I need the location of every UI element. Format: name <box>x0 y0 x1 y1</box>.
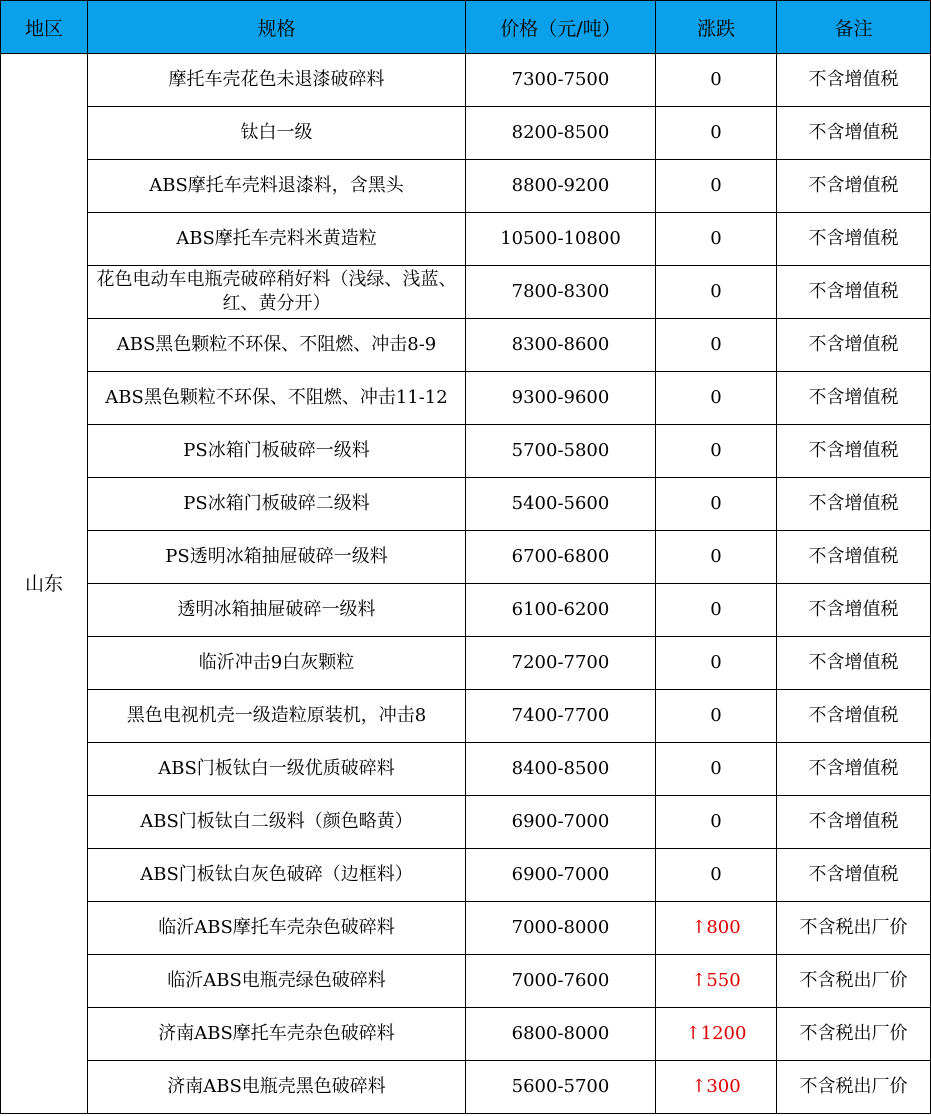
change-cell <box>656 637 777 690</box>
spec-cell: ABS门板钛白灰色破碎（边框料） <box>88 849 466 902</box>
up-arrow-icon: ↑ <box>691 1076 707 1097</box>
change-value: 0 <box>710 175 722 196</box>
note-cell: 不含增值税 <box>777 531 931 584</box>
price-cell: 8300-8600 <box>466 319 656 372</box>
note-cell: 不含增值税 <box>777 54 931 107</box>
change-value: 0 <box>710 811 722 832</box>
up-arrow-icon: ↑ <box>691 970 707 991</box>
note-cell: 不含增值税 <box>777 266 931 319</box>
table-row <box>1 1061 931 1114</box>
region-cell: 山东 <box>1 54 88 1114</box>
table-row <box>1 107 931 160</box>
spec-cell: ABS摩托车壳料退漆料，含黑头 <box>88 160 466 213</box>
table-row <box>1 584 931 637</box>
header-price: 价格（元/吨） <box>466 1 656 54</box>
change-value: 0 <box>710 387 722 408</box>
price-cell: 5700-5800 <box>466 425 656 478</box>
change-cell <box>656 425 777 478</box>
table-row <box>1 54 931 107</box>
table-row <box>1 531 931 584</box>
table-row <box>1 425 931 478</box>
price-cell: 7400-7700 <box>466 690 656 743</box>
spec-cell: 临沂ABS电瓶壳绿色破碎料 <box>88 955 466 1008</box>
spec-cell: 济南ABS摩托车壳杂色破碎料 <box>88 1008 466 1061</box>
spec-cell: 临沂ABS摩托车壳杂色破碎料 <box>88 902 466 955</box>
note-cell: 不含增值税 <box>777 796 931 849</box>
price-cell: 6100-6200 <box>466 584 656 637</box>
spec-cell: ABS黑色颗粒不环保、不阻燃、冲击11-12 <box>88 372 466 425</box>
spec-cell: 济南ABS电瓶壳黑色破碎料 <box>88 1061 466 1114</box>
note-cell: 不含增值税 <box>777 478 931 531</box>
note-cell: 不含增值税 <box>777 849 931 902</box>
price-cell: 7300-7500 <box>466 54 656 107</box>
note-cell: 不含增值税 <box>777 160 931 213</box>
change-cell <box>656 213 777 266</box>
note-cell: 不含税出厂价 <box>777 902 931 955</box>
note-cell: 不含增值税 <box>777 690 931 743</box>
price-cell: 6900-7000 <box>466 796 656 849</box>
price-cell: 10500-10800 <box>466 213 656 266</box>
note-cell: 不含增值税 <box>777 584 931 637</box>
table-row <box>1 637 931 690</box>
change-cell <box>656 849 777 902</box>
note-cell: 不含税出厂价 <box>777 1008 931 1061</box>
table-row <box>1 849 931 902</box>
table-row <box>1 319 931 372</box>
spec-cell: ABS摩托车壳料米黄造粒 <box>88 213 466 266</box>
change-cell <box>656 955 777 1008</box>
note-cell: 不含增值税 <box>777 425 931 478</box>
change-value: 0 <box>710 758 722 779</box>
change-cell <box>656 266 777 319</box>
spec-cell: PS冰箱门板破碎二级料 <box>88 478 466 531</box>
spec-cell: 花色电动车电瓶壳破碎稍好料（浅绿、浅蓝、红、黄分开） <box>88 266 466 319</box>
table-row <box>1 213 931 266</box>
change-cell <box>656 902 777 955</box>
change-value: 0 <box>710 281 722 302</box>
table-row <box>1 478 931 531</box>
price-cell: 6700-6800 <box>466 531 656 584</box>
change-value: 300 <box>706 1076 741 1097</box>
header-note: 备注 <box>777 1 931 54</box>
up-arrow-icon: ↑ <box>691 917 707 938</box>
change-value: 0 <box>710 122 722 143</box>
note-cell: 不含增值税 <box>777 213 931 266</box>
spec-cell: 黑色电视机壳一级造粒原装机，冲击8 <box>88 690 466 743</box>
note-cell: 不含增值税 <box>777 637 931 690</box>
change-value: 550 <box>706 970 741 991</box>
header-region: 地区 <box>1 1 88 54</box>
price-cell: 7000-7600 <box>466 955 656 1008</box>
table-row <box>1 690 931 743</box>
change-value: 0 <box>710 864 722 885</box>
change-cell <box>656 1008 777 1061</box>
header-change: 涨跌 <box>656 1 777 54</box>
change-cell <box>656 107 777 160</box>
note-cell: 不含增值税 <box>777 319 931 372</box>
change-cell <box>656 531 777 584</box>
price-cell: 6900-7000 <box>466 849 656 902</box>
change-cell <box>656 372 777 425</box>
note-cell: 不含税出厂价 <box>777 1061 931 1114</box>
change-cell <box>656 478 777 531</box>
spec-cell: PS冰箱门板破碎一级料 <box>88 425 466 478</box>
table-row <box>1 743 931 796</box>
spec-cell: 钛白一级 <box>88 107 466 160</box>
price-cell: 5600-5700 <box>466 1061 656 1114</box>
spec-cell: ABS门板钛白一级优质破碎料 <box>88 743 466 796</box>
spec-cell: 摩托车壳花色未退漆破碎料 <box>88 54 466 107</box>
spec-cell: 透明冰箱抽屉破碎一级料 <box>88 584 466 637</box>
change-value: 0 <box>710 334 722 355</box>
price-cell: 9300-9600 <box>466 372 656 425</box>
price-cell: 7800-8300 <box>466 266 656 319</box>
spec-cell: ABS黑色颗粒不环保、不阻燃、冲击8-9 <box>88 319 466 372</box>
price-cell: 5400-5600 <box>466 478 656 531</box>
change-value: 1200 <box>700 1023 747 1044</box>
change-value: 0 <box>710 705 722 726</box>
change-cell <box>656 160 777 213</box>
note-cell: 不含增值税 <box>777 743 931 796</box>
header-row <box>1 1 931 54</box>
price-cell: 6800-8000 <box>466 1008 656 1061</box>
change-value: 0 <box>710 652 722 673</box>
table-row <box>1 955 931 1008</box>
table-row <box>1 266 931 319</box>
change-cell <box>656 319 777 372</box>
price-cell: 7200-7700 <box>466 637 656 690</box>
table-row <box>1 160 931 213</box>
table-row <box>1 372 931 425</box>
table-row <box>1 902 931 955</box>
change-value: 0 <box>710 546 722 567</box>
change-cell <box>656 584 777 637</box>
change-value: 0 <box>710 599 722 620</box>
spec-cell: 临沂冲击9白灰颗粒 <box>88 637 466 690</box>
up-arrow-icon: ↑ <box>685 1023 701 1044</box>
change-cell <box>656 690 777 743</box>
change-cell <box>656 743 777 796</box>
table-header <box>1 1 931 54</box>
table-row <box>1 796 931 849</box>
header-spec: 规格 <box>88 1 466 54</box>
spec-cell: ABS门板钛白二级料（颜色略黄） <box>88 796 466 849</box>
price-cell: 8800-9200 <box>466 160 656 213</box>
table-row <box>1 1008 931 1061</box>
change-cell <box>656 796 777 849</box>
change-cell <box>656 54 777 107</box>
table-body <box>1 54 931 1114</box>
note-cell: 不含税出厂价 <box>777 955 931 1008</box>
change-value: 0 <box>710 440 722 461</box>
change-value: 800 <box>706 917 741 938</box>
note-cell: 不含增值税 <box>777 372 931 425</box>
change-value: 0 <box>710 228 722 249</box>
change-value: 0 <box>710 69 722 90</box>
note-cell: 不含增值税 <box>777 107 931 160</box>
spec-cell: PS透明冰箱抽屉破碎一级料 <box>88 531 466 584</box>
change-cell <box>656 1061 777 1114</box>
price-cell: 8200-8500 <box>466 107 656 160</box>
price-cell: 7000-8000 <box>466 902 656 955</box>
price-cell: 8400-8500 <box>466 743 656 796</box>
change-value: 0 <box>710 493 722 514</box>
